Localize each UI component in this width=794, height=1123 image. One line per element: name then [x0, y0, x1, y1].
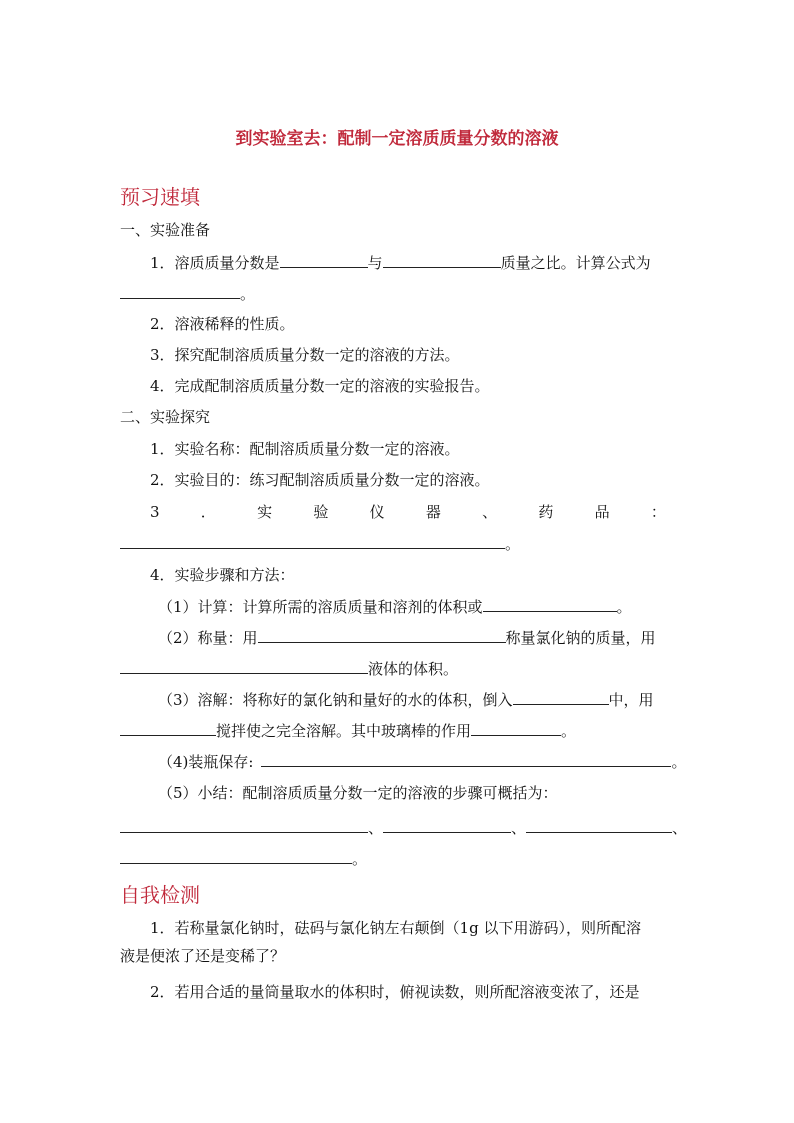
step-2 [158, 627, 656, 648]
step-5-blanks-cont [120, 848, 367, 869]
text-segment: 。 [616, 598, 632, 616]
question-2-2: 2．实验目的：练习配制溶质质量分数一定的溶液。 [150, 471, 490, 489]
text-segment: 液体的体积。 [368, 660, 459, 678]
section-heading-selfcheck: 自我检测 [120, 883, 200, 907]
step-3-cont [120, 720, 576, 741]
part2-heading: 二、实验探究 [120, 408, 211, 426]
section-heading-preview: 预习速填 [120, 185, 200, 209]
text-char: 、 [482, 503, 498, 521]
text-segment: 称量氯化钠的质量，用 [505, 629, 656, 647]
answer-blank[interactable] [483, 596, 617, 612]
step-5-blanks [120, 817, 687, 838]
step-1 [158, 596, 632, 617]
text-segment: 质量之比。计算公式为 [500, 254, 651, 272]
separator: 、 [511, 819, 527, 837]
question-2-3-cont [120, 533, 520, 554]
check-question-2: 2．若用合适的量筒量取水的体积时，俯视读数，则所配溶液变浓了，还是 [150, 983, 640, 1001]
text-char: ． [200, 503, 216, 521]
answer-blank[interactable] [513, 689, 609, 705]
part1-heading: 一、实验准备 [120, 221, 211, 239]
step-4 [158, 751, 686, 772]
question-1-3: 3．探究配制溶质质量分数一定的溶液的方法。 [150, 346, 460, 364]
text-segment: （1）计算：计算所需的溶质质量和溶剂的体积或 [158, 598, 483, 616]
text-segment: 与 [367, 254, 383, 272]
question-1-4: 4．完成配制溶质质量分数一定的溶液的实验报告。 [150, 377, 490, 395]
answer-blank[interactable] [471, 720, 561, 736]
answer-blank[interactable] [258, 627, 506, 643]
step-5: （5）小结：配制溶质质量分数一定的溶液的步骤可概括为： [158, 784, 558, 802]
answer-blank[interactable] [120, 720, 216, 736]
check-question-1-cont: 液是便浓了还是变稀了？ [120, 947, 286, 965]
text-segment: 1．溶质质量分数是 [150, 254, 280, 272]
separator: 、 [672, 819, 688, 837]
text-segment: 搅拌使之完全溶解。其中玻璃棒的作用 [216, 722, 472, 740]
answer-blank[interactable] [383, 252, 501, 268]
question-2-1: 1．实验名称：配制溶质质量分数一定的溶液。 [150, 440, 460, 458]
text-segment: 。 [671, 753, 687, 771]
separator: 、 [368, 819, 384, 837]
question-1-1-cont [120, 283, 255, 304]
text-char: 实 [257, 503, 273, 521]
answer-blank[interactable] [120, 848, 352, 864]
text-char: 药 [538, 503, 554, 521]
check-question-1: 1．若称量氯化钠时，砝码与氯化钠左右颠倒（1g 以下用游码），则所配溶 [150, 919, 641, 937]
question-2-3 [150, 502, 666, 522]
text-char: 品 [594, 503, 610, 521]
text-char: 3 [150, 503, 160, 521]
step-2-cont [120, 658, 458, 679]
text-segment: （3）溶解：将称好的氯化钠和量好的水的体积，倒入 [158, 691, 513, 709]
answer-blank[interactable] [120, 817, 368, 833]
text-segment: 。 [561, 722, 577, 740]
text-char: ： [650, 503, 666, 521]
step-3 [158, 689, 654, 710]
text-char: 仪 [369, 503, 385, 521]
text-char: 验 [313, 503, 329, 521]
text-segment: （4)装瓶保存: [158, 753, 254, 771]
text-segment: 。 [352, 850, 368, 868]
question-1-2: 2．溶液稀释的性质。 [150, 315, 295, 333]
text-char: 器 [425, 503, 441, 521]
answer-blank[interactable] [280, 252, 368, 268]
question-1-1 [150, 252, 651, 273]
answer-blank[interactable] [526, 817, 672, 833]
answer-blank[interactable] [261, 751, 671, 767]
text-segment: （2）称量：用 [158, 629, 258, 647]
text-segment: 。 [505, 535, 521, 553]
page-title: 到实验室去：配制一定溶质质量分数的溶液 [235, 129, 559, 149]
answer-blank[interactable] [120, 533, 505, 549]
text-segment: 中，用 [608, 691, 654, 709]
answer-blank[interactable] [383, 817, 511, 833]
answer-blank[interactable] [120, 658, 368, 674]
question-2-4: 4．实验步骤和方法： [150, 566, 295, 584]
answer-blank[interactable] [120, 283, 240, 299]
text-segment: 。 [240, 285, 256, 303]
